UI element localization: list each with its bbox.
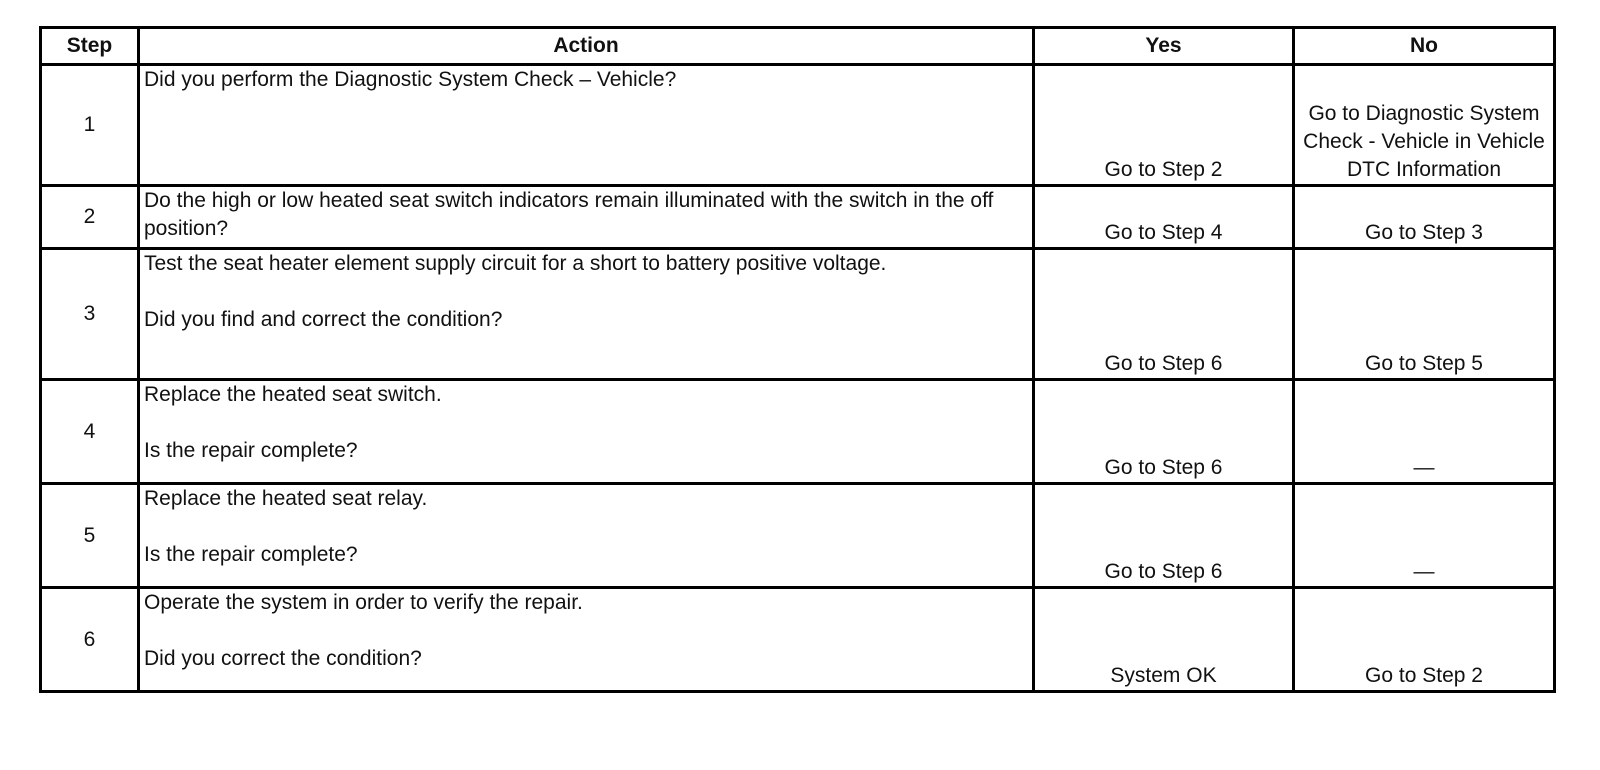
table-header-row [41, 28, 1555, 65]
action-text: Replace the heated seat switch. [144, 383, 442, 406]
table-row [41, 588, 1555, 692]
action-text: Replace the heated seat relay. [144, 487, 428, 510]
header-action: Action [139, 28, 1034, 65]
no-result: Go to Step 5 [1294, 249, 1555, 380]
step-number: 4 [41, 380, 139, 484]
action-text: Did you perform the Diagnostic System Check – Vehicle? [144, 68, 677, 91]
question-text: Did you find and correct the condition? [144, 308, 503, 331]
action-cell [139, 249, 1034, 380]
question-text: Is the repair complete? [144, 439, 358, 462]
yes-result: Go to Step 6 [1034, 484, 1294, 588]
no-result: — [1294, 380, 1555, 484]
question-text: Did you correct the condition? [144, 647, 422, 670]
step-number: 2 [41, 186, 139, 249]
action-cell [139, 380, 1034, 484]
action-cell [139, 186, 1034, 249]
table-row [41, 249, 1555, 380]
question-text: Is the repair complete? [144, 543, 358, 566]
action-cell [139, 65, 1034, 186]
spacer [144, 409, 1028, 437]
step-number: 1 [41, 65, 139, 186]
spacer [144, 617, 1028, 645]
yes-result: Go to Step 4 [1034, 186, 1294, 249]
step-number: 5 [41, 484, 139, 588]
header-yes: Yes [1034, 28, 1294, 65]
action-cell [139, 588, 1034, 692]
no-result: Go to Step 3 [1294, 186, 1555, 249]
yes-result: Go to Step 2 [1034, 65, 1294, 186]
no-result: Go to Step 2 [1294, 588, 1555, 692]
no-result: — [1294, 484, 1555, 588]
no-result [1294, 65, 1555, 186]
yes-result: System OK [1034, 588, 1294, 692]
header-no: No [1294, 28, 1555, 65]
spacer [144, 513, 1028, 541]
action-cell [139, 484, 1034, 588]
table-row [41, 380, 1555, 484]
action-text: Operate the system in order to verify the repair. [144, 591, 583, 614]
no-result-text: Go to Diagnostic System Check - Vehicle in Vehicle DTC Information [1303, 102, 1545, 181]
yes-result: Go to Step 6 [1034, 380, 1294, 484]
step-number: 3 [41, 249, 139, 380]
yes-result: Go to Step 6 [1034, 249, 1294, 380]
table-row [41, 186, 1555, 249]
step-number: 6 [41, 588, 139, 692]
action-text: Do the high or low heated seat switch indicators remain illuminated with the switch in the off position? [144, 189, 1000, 240]
action-text: Test the seat heater element supply circuit for a short to battery positive voltage. [144, 252, 887, 275]
table-row [41, 65, 1555, 186]
table-row [41, 484, 1555, 588]
spacer [144, 278, 1028, 306]
diagnostic-table [39, 26, 1556, 693]
header-step: Step [41, 28, 139, 65]
